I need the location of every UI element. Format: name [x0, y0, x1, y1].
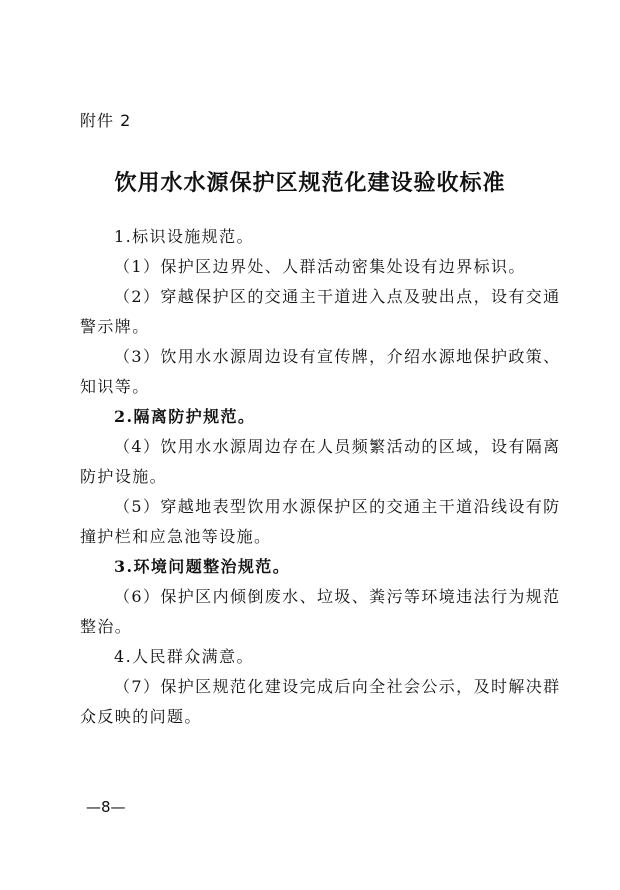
document-title: 饮用水水源保护区规范化建设验收标准 [114, 170, 506, 196]
item-7-line-2: 众反映的问题。 [80, 707, 202, 726]
item-3-line-1: （3）饮用水水源周边设有宣传牌，介绍水源地保护政策、 [114, 347, 561, 366]
item-4-line-2: 防护设施。 [80, 467, 168, 486]
section-heading-2: 2.隔离防护规范。 [114, 407, 256, 426]
page-number: —8— [86, 798, 126, 816]
document-body [80, 222, 561, 732]
attachment-label: 附件 2 [80, 111, 132, 130]
item-6-line-2: 整治。 [80, 617, 133, 636]
item-3-line-2: 知识等。 [80, 377, 150, 396]
item-4-line-1: （4）饮用水水源周边存在人员频繁活动的区域，设有隔离 [114, 437, 561, 456]
item-1-line-1: （1）保护区边界处、人群活动密集处设有边界标识。 [114, 257, 526, 276]
item-5-line-2: 撞护栏和应急池等设施。 [80, 527, 272, 546]
item-2-line-1: （2）穿越保护区的交通主干道进入点及驶出点，设有交通 [114, 287, 561, 306]
section-heading-4: 4.人民群众满意。 [114, 647, 254, 666]
item-7-line-1: （7）保护区规范化建设完成后向全社会公示，及时解决群 [114, 677, 561, 696]
section-heading-3: 3.环境问题整治规范。 [114, 557, 291, 576]
item-6-line-1: （6）保护区内倾倒废水、垃圾、粪污等环境违法行为规范 [114, 587, 561, 606]
section-heading-1: 1.标识设施规范。 [114, 227, 254, 246]
item-5-line-1: （5）穿越地表型饮用水源保护区的交通主干道沿线设有防 [114, 497, 561, 516]
item-2-line-2: 警示牌。 [80, 317, 150, 336]
